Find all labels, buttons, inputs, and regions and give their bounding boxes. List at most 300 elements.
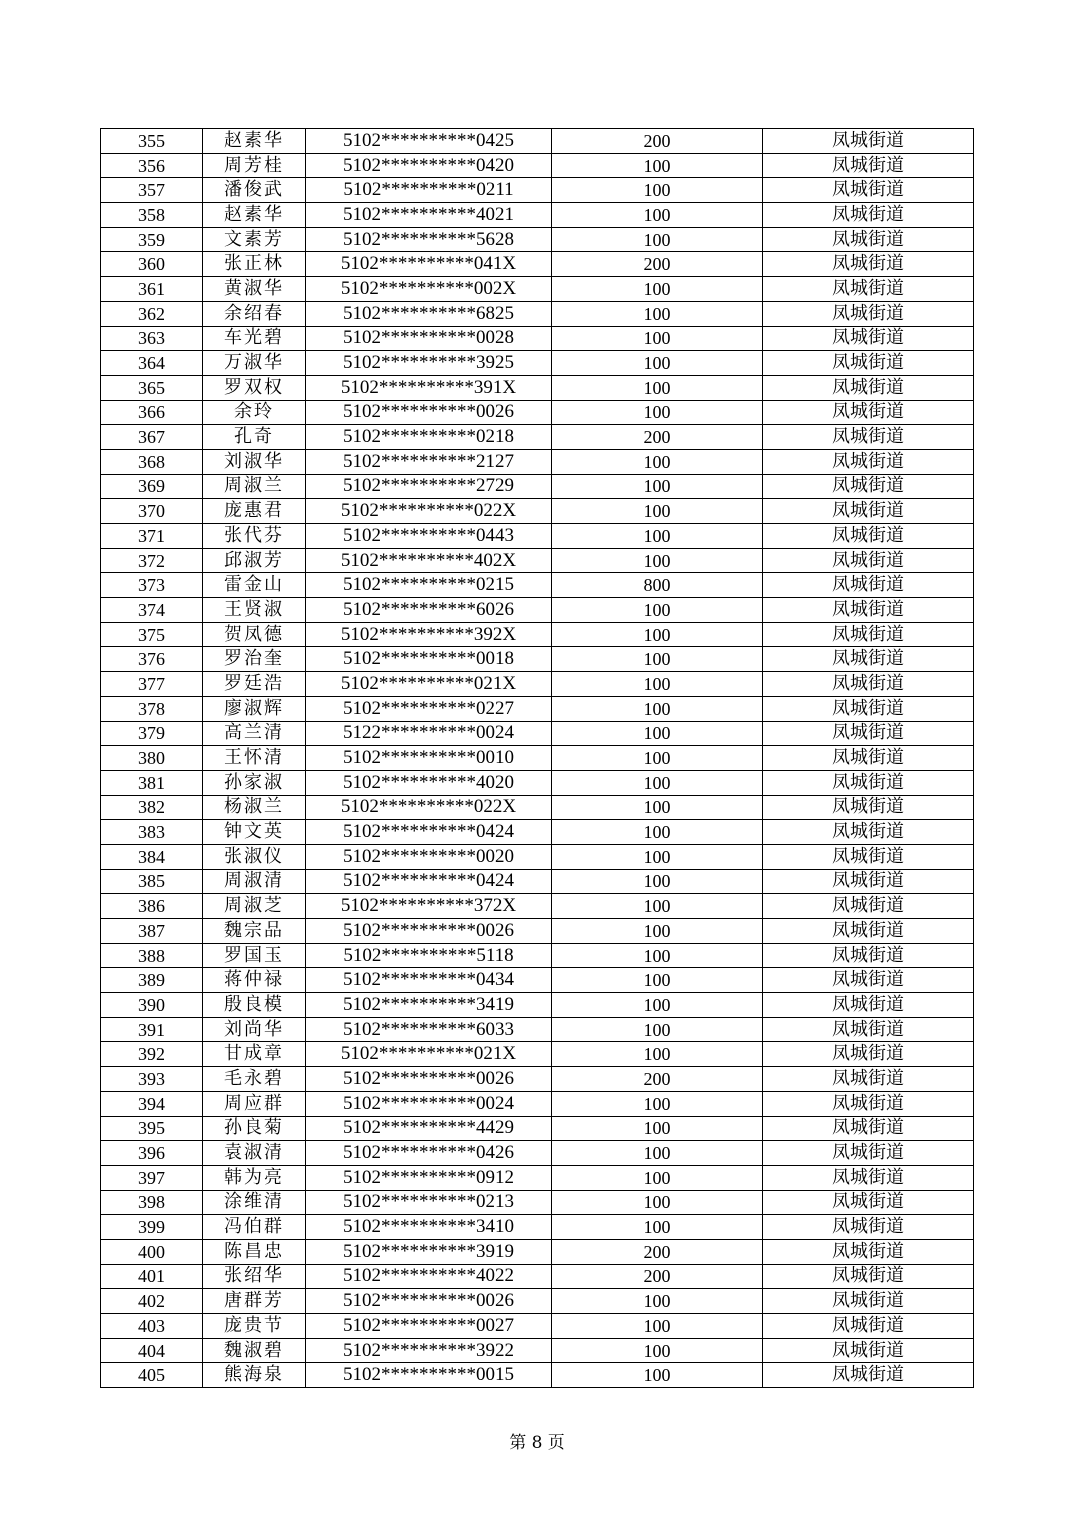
- name-cell: 车光碧: [203, 326, 306, 351]
- row-number-cell: 400: [101, 1239, 203, 1264]
- subdistrict-cell: 凤城街道: [763, 721, 974, 746]
- subdistrict-cell: 凤城街道: [763, 301, 974, 326]
- row-number-cell: 358: [101, 203, 203, 228]
- table-row: [101, 425, 974, 450]
- id-number-cell: 5102**********0026: [306, 400, 552, 425]
- row-number-cell: 405: [101, 1363, 203, 1388]
- id-number-cell: 5102**********0434: [306, 968, 552, 993]
- row-number-cell: 404: [101, 1338, 203, 1363]
- id-number-cell: 5102**********402X: [306, 548, 552, 573]
- roster-table-body: [101, 129, 974, 1388]
- subdistrict-cell: 凤城街道: [763, 129, 974, 154]
- table-row: [101, 1017, 974, 1042]
- table-row: [101, 326, 974, 351]
- roster-table: [100, 128, 974, 1388]
- amount-cell: 100: [552, 943, 763, 968]
- table-row: [101, 1314, 974, 1339]
- amount-cell: 200: [552, 252, 763, 277]
- row-number-cell: 401: [101, 1264, 203, 1289]
- subdistrict-cell: 凤城街道: [763, 1264, 974, 1289]
- row-number-cell: 382: [101, 795, 203, 820]
- id-number-cell: 5102**********5628: [306, 227, 552, 252]
- subdistrict-cell: 凤城街道: [763, 1017, 974, 1042]
- subdistrict-cell: 凤城街道: [763, 252, 974, 277]
- subdistrict-cell: 凤城街道: [763, 1338, 974, 1363]
- row-number-cell: 368: [101, 449, 203, 474]
- amount-cell: 100: [552, 1314, 763, 1339]
- name-cell: 魏宗品: [203, 919, 306, 944]
- id-number-cell: 5102**********0215: [306, 573, 552, 598]
- row-number-cell: 393: [101, 1067, 203, 1092]
- subdistrict-cell: 凤城街道: [763, 203, 974, 228]
- id-number-cell: 5102**********4020: [306, 770, 552, 795]
- amount-cell: 100: [552, 548, 763, 573]
- row-number-cell: 396: [101, 1141, 203, 1166]
- name-cell: 王怀清: [203, 746, 306, 771]
- name-cell: 赵素华: [203, 129, 306, 154]
- name-cell: 孙家淑: [203, 770, 306, 795]
- amount-cell: 100: [552, 524, 763, 549]
- amount-cell: 100: [552, 1190, 763, 1215]
- row-number-cell: 365: [101, 375, 203, 400]
- subdistrict-cell: 凤城街道: [763, 622, 974, 647]
- table-row: [101, 1165, 974, 1190]
- row-number-cell: 378: [101, 696, 203, 721]
- table-row: [101, 894, 974, 919]
- amount-cell: 200: [552, 1067, 763, 1092]
- row-number-cell: 399: [101, 1215, 203, 1240]
- row-number-cell: 390: [101, 993, 203, 1018]
- amount-cell: 100: [552, 1363, 763, 1388]
- table-row: [101, 993, 974, 1018]
- amount-cell: 100: [552, 1017, 763, 1042]
- table-row: [101, 548, 974, 573]
- amount-cell: 100: [552, 1116, 763, 1141]
- amount-cell: 100: [552, 1042, 763, 1067]
- row-number-cell: 384: [101, 844, 203, 869]
- name-cell: 贺凤德: [203, 622, 306, 647]
- row-number-cell: 364: [101, 351, 203, 376]
- name-cell: 涂维清: [203, 1190, 306, 1215]
- name-cell: 高兰清: [203, 721, 306, 746]
- id-number-cell: 5102**********0424: [306, 869, 552, 894]
- name-cell: 邱淑芳: [203, 548, 306, 573]
- table-row: [101, 1239, 974, 1264]
- subdistrict-cell: 凤城街道: [763, 795, 974, 820]
- name-cell: 周芳桂: [203, 153, 306, 178]
- id-number-cell: 5102**********372X: [306, 894, 552, 919]
- subdistrict-cell: 凤城街道: [763, 474, 974, 499]
- table-row: [101, 524, 974, 549]
- table-row: [101, 573, 974, 598]
- subdistrict-cell: 凤城街道: [763, 153, 974, 178]
- row-number-cell: 372: [101, 548, 203, 573]
- table-row: [101, 227, 974, 252]
- subdistrict-cell: 凤城街道: [763, 1239, 974, 1264]
- id-number-cell: 5102**********0912: [306, 1165, 552, 1190]
- row-number-cell: 376: [101, 647, 203, 672]
- row-number-cell: 398: [101, 1190, 203, 1215]
- name-cell: 罗廷浩: [203, 672, 306, 697]
- name-cell: 廖淑辉: [203, 696, 306, 721]
- id-number-cell: 5102**********3419: [306, 993, 552, 1018]
- table-row: [101, 203, 974, 228]
- id-number-cell: 5102**********6033: [306, 1017, 552, 1042]
- subdistrict-cell: 凤城街道: [763, 1042, 974, 1067]
- id-number-cell: 5102**********0010: [306, 746, 552, 771]
- id-number-cell: 5102**********0024: [306, 1091, 552, 1116]
- name-cell: 万淑华: [203, 351, 306, 376]
- name-cell: 甘成章: [203, 1042, 306, 1067]
- name-cell: 余玲: [203, 400, 306, 425]
- table-row: [101, 375, 974, 400]
- subdistrict-cell: 凤城街道: [763, 277, 974, 302]
- row-number-cell: 371: [101, 524, 203, 549]
- id-number-cell: 5102**********0227: [306, 696, 552, 721]
- subdistrict-cell: 凤城街道: [763, 1314, 974, 1339]
- id-number-cell: 5102**********0015: [306, 1363, 552, 1388]
- name-cell: 张淑仪: [203, 844, 306, 869]
- id-number-cell: 5102**********5118: [306, 943, 552, 968]
- page-number: 第 8 页: [509, 1433, 565, 1453]
- amount-cell: 100: [552, 375, 763, 400]
- id-number-cell: 5102**********3922: [306, 1338, 552, 1363]
- id-number-cell: 5102**********391X: [306, 375, 552, 400]
- id-number-cell: 5102**********4429: [306, 1116, 552, 1141]
- amount-cell: 100: [552, 844, 763, 869]
- amount-cell: 100: [552, 820, 763, 845]
- name-cell: 钟文英: [203, 820, 306, 845]
- row-number-cell: 370: [101, 499, 203, 524]
- name-cell: 余绍春: [203, 301, 306, 326]
- table-row: [101, 1141, 974, 1166]
- name-cell: 黄淑华: [203, 277, 306, 302]
- subdistrict-cell: 凤城街道: [763, 1165, 974, 1190]
- subdistrict-cell: 凤城街道: [763, 993, 974, 1018]
- name-cell: 孔奇: [203, 425, 306, 450]
- id-number-cell: 5102**********6825: [306, 301, 552, 326]
- amount-cell: 200: [552, 1264, 763, 1289]
- id-number-cell: 5102**********0425: [306, 129, 552, 154]
- subdistrict-cell: 凤城街道: [763, 1116, 974, 1141]
- table-row: [101, 696, 974, 721]
- subdistrict-cell: 凤城街道: [763, 425, 974, 450]
- table-row: [101, 1264, 974, 1289]
- row-number-cell: 392: [101, 1042, 203, 1067]
- name-cell: 庞贵节: [203, 1314, 306, 1339]
- amount-cell: 100: [552, 326, 763, 351]
- subdistrict-cell: 凤城街道: [763, 326, 974, 351]
- id-number-cell: 5102**********041X: [306, 252, 552, 277]
- id-number-cell: 5102**********3410: [306, 1215, 552, 1240]
- table-row: [101, 968, 974, 993]
- id-number-cell: 5102**********0020: [306, 844, 552, 869]
- row-number-cell: 361: [101, 277, 203, 302]
- row-number-cell: 394: [101, 1091, 203, 1116]
- subdistrict-cell: 凤城街道: [763, 598, 974, 623]
- id-number-cell: 5102**********392X: [306, 622, 552, 647]
- id-number-cell: 5102**********2127: [306, 449, 552, 474]
- row-number-cell: 397: [101, 1165, 203, 1190]
- table-row: [101, 277, 974, 302]
- amount-cell: 100: [552, 721, 763, 746]
- id-number-cell: 5102**********021X: [306, 1042, 552, 1067]
- id-number-cell: 5102**********0026: [306, 919, 552, 944]
- subdistrict-cell: 凤城街道: [763, 548, 974, 573]
- table-row: [101, 622, 974, 647]
- table-row: [101, 252, 974, 277]
- subdistrict-cell: 凤城街道: [763, 672, 974, 697]
- amount-cell: 100: [552, 277, 763, 302]
- row-number-cell: 380: [101, 746, 203, 771]
- row-number-cell: 391: [101, 1017, 203, 1042]
- amount-cell: 200: [552, 1239, 763, 1264]
- table-row: [101, 647, 974, 672]
- name-cell: 蒋仲禄: [203, 968, 306, 993]
- amount-cell: 100: [552, 178, 763, 203]
- name-cell: 周淑清: [203, 869, 306, 894]
- id-number-cell: 5102**********4022: [306, 1264, 552, 1289]
- subdistrict-cell: 凤城街道: [763, 400, 974, 425]
- subdistrict-cell: 凤城街道: [763, 351, 974, 376]
- amount-cell: 100: [552, 474, 763, 499]
- name-cell: 庞惠君: [203, 499, 306, 524]
- row-number-cell: 388: [101, 943, 203, 968]
- amount-cell: 100: [552, 598, 763, 623]
- amount-cell: 100: [552, 1215, 763, 1240]
- row-number-cell: 356: [101, 153, 203, 178]
- subdistrict-cell: 凤城街道: [763, 524, 974, 549]
- subdistrict-cell: 凤城街道: [763, 573, 974, 598]
- table-row: [101, 721, 974, 746]
- table-row: [101, 770, 974, 795]
- id-number-cell: 5102**********3925: [306, 351, 552, 376]
- amount-cell: 100: [552, 1338, 763, 1363]
- row-number-cell: 385: [101, 869, 203, 894]
- table-row: [101, 795, 974, 820]
- name-cell: 罗治奎: [203, 647, 306, 672]
- id-number-cell: 5102**********022X: [306, 499, 552, 524]
- subdistrict-cell: 凤城街道: [763, 869, 974, 894]
- id-number-cell: 5102**********4021: [306, 203, 552, 228]
- name-cell: 陈昌忠: [203, 1239, 306, 1264]
- table-row: [101, 449, 974, 474]
- id-number-cell: 5102**********0026: [306, 1067, 552, 1092]
- table-row: [101, 746, 974, 771]
- name-cell: 张正林: [203, 252, 306, 277]
- id-number-cell: 5102**********0018: [306, 647, 552, 672]
- row-number-cell: 359: [101, 227, 203, 252]
- amount-cell: 100: [552, 400, 763, 425]
- id-number-cell: 5102**********0213: [306, 1190, 552, 1215]
- subdistrict-cell: 凤城街道: [763, 1141, 974, 1166]
- subdistrict-cell: 凤城街道: [763, 227, 974, 252]
- amount-cell: 100: [552, 351, 763, 376]
- name-cell: 冯伯群: [203, 1215, 306, 1240]
- row-number-cell: 379: [101, 721, 203, 746]
- row-number-cell: 363: [101, 326, 203, 351]
- table-row: [101, 474, 974, 499]
- name-cell: 周应群: [203, 1091, 306, 1116]
- id-number-cell: 5102**********0443: [306, 524, 552, 549]
- row-number-cell: 369: [101, 474, 203, 499]
- amount-cell: 100: [552, 746, 763, 771]
- amount-cell: 200: [552, 129, 763, 154]
- subdistrict-cell: 凤城街道: [763, 1091, 974, 1116]
- amount-cell: 200: [552, 425, 763, 450]
- name-cell: 袁淑清: [203, 1141, 306, 1166]
- subdistrict-cell: 凤城街道: [763, 449, 974, 474]
- subdistrict-cell: 凤城街道: [763, 1289, 974, 1314]
- table-row: [101, 844, 974, 869]
- row-number-cell: 395: [101, 1116, 203, 1141]
- amount-cell: 100: [552, 301, 763, 326]
- row-number-cell: 362: [101, 301, 203, 326]
- subdistrict-cell: 凤城街道: [763, 844, 974, 869]
- name-cell: 毛永碧: [203, 1067, 306, 1092]
- amount-cell: 100: [552, 1165, 763, 1190]
- table-row: [101, 672, 974, 697]
- name-cell: 孙良菊: [203, 1116, 306, 1141]
- table-row: [101, 1067, 974, 1092]
- id-number-cell: 5122**********0024: [306, 721, 552, 746]
- subdistrict-cell: 凤城街道: [763, 1067, 974, 1092]
- id-number-cell: 5102**********0424: [306, 820, 552, 845]
- amount-cell: 100: [552, 1141, 763, 1166]
- amount-cell: 100: [552, 647, 763, 672]
- amount-cell: 100: [552, 449, 763, 474]
- name-cell: 韩为亮: [203, 1165, 306, 1190]
- id-number-cell: 5102**********0027: [306, 1314, 552, 1339]
- amount-cell: 100: [552, 1289, 763, 1314]
- table-row: [101, 129, 974, 154]
- name-cell: 魏淑碧: [203, 1338, 306, 1363]
- table-row: [101, 1363, 974, 1388]
- table-row: [101, 1190, 974, 1215]
- name-cell: 张代芬: [203, 524, 306, 549]
- name-cell: 王贤淑: [203, 598, 306, 623]
- amount-cell: 100: [552, 622, 763, 647]
- row-number-cell: 377: [101, 672, 203, 697]
- row-number-cell: 403: [101, 1314, 203, 1339]
- subdistrict-cell: 凤城街道: [763, 1190, 974, 1215]
- name-cell: 周淑兰: [203, 474, 306, 499]
- subdistrict-cell: 凤城街道: [763, 943, 974, 968]
- id-number-cell: 5102**********0420: [306, 153, 552, 178]
- id-number-cell: 5102**********3919: [306, 1239, 552, 1264]
- table-row: [101, 351, 974, 376]
- name-cell: 杨淑兰: [203, 795, 306, 820]
- amount-cell: 100: [552, 894, 763, 919]
- amount-cell: 100: [552, 795, 763, 820]
- name-cell: 殷良模: [203, 993, 306, 1018]
- table-row: [101, 919, 974, 944]
- table-row: [101, 1289, 974, 1314]
- table-row: [101, 400, 974, 425]
- row-number-cell: 360: [101, 252, 203, 277]
- id-number-cell: 5102**********0218: [306, 425, 552, 450]
- table-row: [101, 153, 974, 178]
- table-row: [101, 499, 974, 524]
- subdistrict-cell: 凤城街道: [763, 696, 974, 721]
- id-number-cell: 5102**********0211: [306, 178, 552, 203]
- amount-cell: 100: [552, 869, 763, 894]
- name-cell: 张绍华: [203, 1264, 306, 1289]
- table-row: [101, 943, 974, 968]
- row-number-cell: 389: [101, 968, 203, 993]
- amount-cell: 100: [552, 153, 763, 178]
- subdistrict-cell: 凤城街道: [763, 647, 974, 672]
- row-number-cell: 375: [101, 622, 203, 647]
- subdistrict-cell: 凤城街道: [763, 746, 974, 771]
- table-row: [101, 869, 974, 894]
- name-cell: 周淑芝: [203, 894, 306, 919]
- table-row: [101, 1215, 974, 1240]
- amount-cell: 100: [552, 696, 763, 721]
- table-row: [101, 1042, 974, 1067]
- name-cell: 刘尚华: [203, 1017, 306, 1042]
- name-cell: 罗国玉: [203, 943, 306, 968]
- id-number-cell: 5102**********0426: [306, 1141, 552, 1166]
- row-number-cell: 374: [101, 598, 203, 623]
- table-row: [101, 1338, 974, 1363]
- table-row: [101, 820, 974, 845]
- row-number-cell: 387: [101, 919, 203, 944]
- table-row: [101, 598, 974, 623]
- table-row: [101, 1116, 974, 1141]
- id-number-cell: 5102**********022X: [306, 795, 552, 820]
- id-number-cell: 5102**********002X: [306, 277, 552, 302]
- table-row: [101, 1091, 974, 1116]
- amount-cell: 100: [552, 499, 763, 524]
- name-cell: 雷金山: [203, 573, 306, 598]
- name-cell: 文素芳: [203, 227, 306, 252]
- amount-cell: 100: [552, 1091, 763, 1116]
- name-cell: 潘俊武: [203, 178, 306, 203]
- subdistrict-cell: 凤城街道: [763, 1363, 974, 1388]
- row-number-cell: 357: [101, 178, 203, 203]
- row-number-cell: 386: [101, 894, 203, 919]
- name-cell: 唐群芳: [203, 1289, 306, 1314]
- amount-cell: 100: [552, 672, 763, 697]
- id-number-cell: 5102**********2729: [306, 474, 552, 499]
- subdistrict-cell: 凤城街道: [763, 499, 974, 524]
- row-number-cell: 383: [101, 820, 203, 845]
- name-cell: 熊海泉: [203, 1363, 306, 1388]
- name-cell: 赵素华: [203, 203, 306, 228]
- subdistrict-cell: 凤城街道: [763, 178, 974, 203]
- amount-cell: 100: [552, 919, 763, 944]
- row-number-cell: 355: [101, 129, 203, 154]
- subdistrict-cell: 凤城街道: [763, 1215, 974, 1240]
- table-row: [101, 301, 974, 326]
- amount-cell: 100: [552, 993, 763, 1018]
- row-number-cell: 366: [101, 400, 203, 425]
- amount-cell: 100: [552, 770, 763, 795]
- subdistrict-cell: 凤城街道: [763, 894, 974, 919]
- amount-cell: 100: [552, 203, 763, 228]
- name-cell: 罗双权: [203, 375, 306, 400]
- table-row: [101, 178, 974, 203]
- id-number-cell: 5102**********021X: [306, 672, 552, 697]
- subdistrict-cell: 凤城街道: [763, 770, 974, 795]
- row-number-cell: 381: [101, 770, 203, 795]
- row-number-cell: 373: [101, 573, 203, 598]
- row-number-cell: 367: [101, 425, 203, 450]
- amount-cell: 800: [552, 573, 763, 598]
- subdistrict-cell: 凤城街道: [763, 820, 974, 845]
- amount-cell: 100: [552, 227, 763, 252]
